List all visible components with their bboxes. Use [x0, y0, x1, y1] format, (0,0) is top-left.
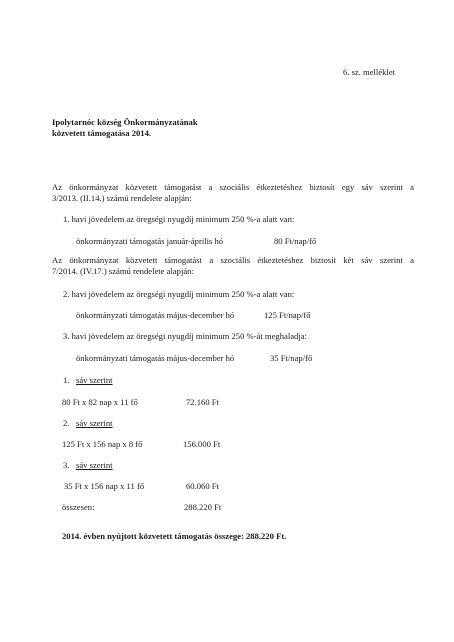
criterion-item-3: 3. havi jövedelem az öregségi nyugdíj minimum 250 %-át meghaladja: — [63, 331, 307, 341]
band3-heading: sáv szerint — [76, 460, 113, 470]
summary-line: 2014. évben nyújtott közvetett támogatás összege: 288.220 Ft. — [62, 531, 287, 541]
band3-number: 3. — [63, 460, 70, 470]
support1-label: önkormányzati támogatás január-április hó — [76, 236, 224, 246]
support2-label: önkormányzati támogatás május-december hó — [76, 310, 235, 320]
support2-value: 125 Ft/nap/fő — [264, 310, 311, 320]
band3-calculation: 35 Ft x 156 nap x 11 fő — [64, 481, 145, 491]
band1-calculation: 80 Ft x 82 nap x 11 fő — [62, 397, 138, 407]
annex-label: 6. sz. melléklet — [343, 67, 396, 77]
band1-heading: sáv szerint — [76, 375, 113, 385]
band2-heading: sáv szerint — [76, 418, 113, 428]
document-title-line2: közvetett támogatása 2014. — [52, 128, 152, 138]
paragraph2-line2: 7/2014. (IV.17.) számú rendelete alapján: — [52, 266, 194, 276]
total-label: összesen: — [62, 502, 95, 512]
band1-amount: 72.160 Ft — [186, 397, 219, 407]
band2-number: 2. — [63, 418, 70, 428]
support1-value: 80 Ft/nap/fő — [274, 236, 317, 246]
band1-number: 1. — [63, 375, 70, 385]
band2-calculation: 125 Ft x 156 nap x 8 fő — [62, 439, 143, 449]
document-title-line1: Ipolytarnóc község Önkormányzatának — [52, 117, 198, 127]
paragraph2-line1: Az önkormányzat közvetett támogatást a szociális étkeztetéshez biztosít két sáv szerint a — [52, 255, 414, 265]
paragraph1-line1: Az önkormányzat közvetett támogatást a szociális étkeztetéshez biztosít egy sáv szerint a — [52, 182, 414, 192]
band3-amount: 60.060 Ft — [186, 481, 219, 491]
criterion-item-1: 1. havi jövedelem az öregségi nyugdíj minimum 250 %-a alatt van: — [63, 214, 295, 224]
support3-value: 35 Ft/nap/fő — [270, 353, 313, 363]
total-amount: 288.220 Ft — [184, 502, 222, 512]
support3-label: önkormányzati támogatás május-december hó — [76, 353, 235, 363]
band2-amount: 156.000 Ft — [183, 439, 221, 449]
paragraph1-line2: 3/2013. (II.14.) számú rendelete alapján: — [52, 193, 192, 203]
criterion-item-2: 2. havi jövedelem az öregségi nyugdíj minimum 250 %-a alatt van: — [63, 289, 295, 299]
